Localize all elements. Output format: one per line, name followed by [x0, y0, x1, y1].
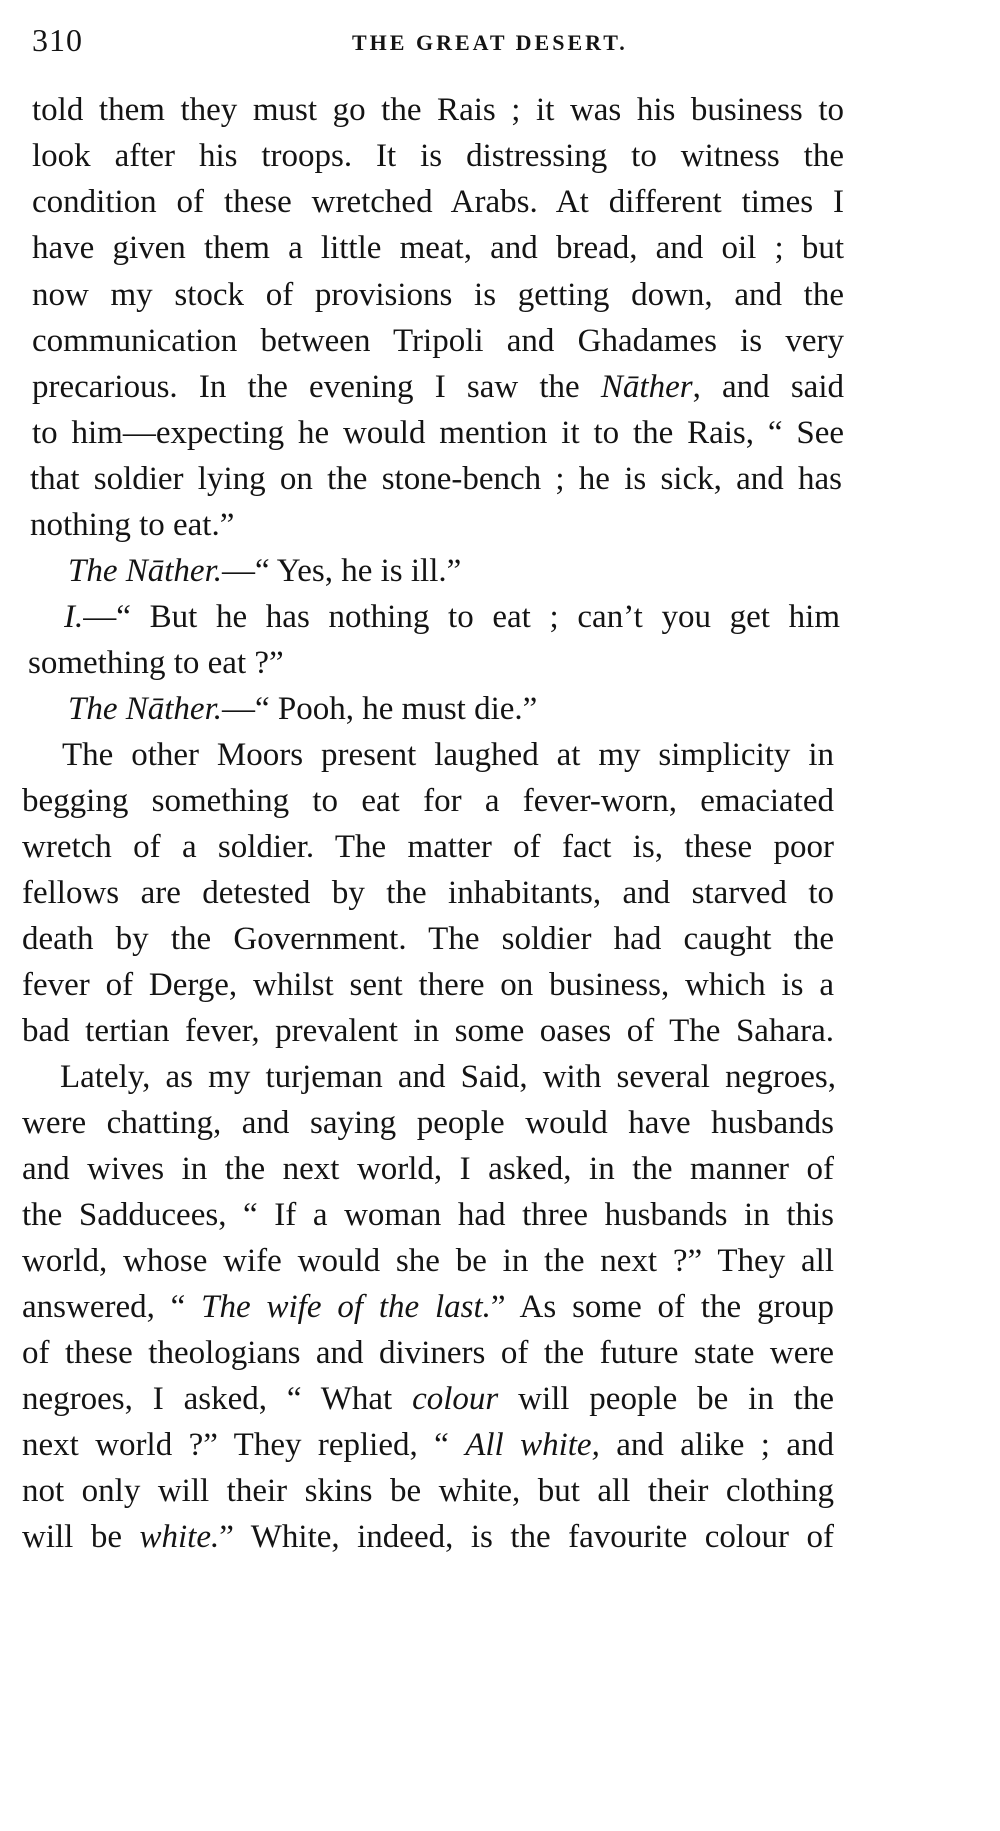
text-line: [22, 1149, 834, 1189]
italic-text: white.: [139, 1519, 220, 1555]
text-line: [22, 827, 834, 867]
text-line: [32, 367, 844, 407]
text-line: [22, 1379, 834, 1419]
text-run: look after his troops. It is distressing to witness the: [32, 138, 844, 174]
text-run: of these theologians and diviners of the future state were: [22, 1335, 834, 1371]
text-run: now my stock of provisions is getting down, and the: [32, 277, 844, 313]
text-line: [28, 643, 448, 683]
text-run: death by the Government. The soldier had caught the: [22, 921, 834, 957]
text-run: not only will their skins be white, but all their clothing: [22, 1473, 834, 1509]
text-run: The other Moors present laughed at my simplicity in: [62, 737, 834, 773]
text-run: —“ But he has nothing to eat ; can’t you get him: [83, 599, 840, 635]
text-run: have given them a little meat, and bread, and oil ; but: [32, 230, 844, 266]
text-line: [22, 1241, 834, 1281]
text-run: communication between Tripoli and Ghadames is very: [32, 323, 844, 359]
text-line: [68, 689, 538, 729]
text-run: begging something to eat for a fever-worn, emaciated: [22, 783, 834, 819]
italic-text: Nāther: [600, 369, 693, 405]
text-run: answered, “: [22, 1289, 202, 1325]
text-run: something to eat ?”: [28, 645, 284, 681]
text-line: [32, 275, 844, 315]
text-line: [32, 228, 844, 268]
text-run: and wives in the next world, I asked, in the manner of: [22, 1151, 834, 1187]
text-line: [22, 965, 834, 1005]
text-run: negroes, I asked, “ What: [22, 1381, 413, 1417]
text-run: to him—expecting he would mention it to the Rais, “ See: [32, 415, 844, 451]
italic-text: All white,: [465, 1427, 600, 1463]
running-head: [32, 22, 992, 72]
text-run: fellows are detested by the inhabitants, and starved to: [22, 875, 834, 911]
text-line: [22, 1195, 834, 1235]
text-line: [22, 1103, 834, 1143]
text-run: that soldier lying on the stone-bench ; he is sick, and has: [30, 461, 842, 497]
text-line: [32, 136, 844, 176]
text-line: [60, 1057, 836, 1097]
text-line: [32, 413, 844, 453]
text-line: [30, 459, 842, 499]
text-run: world, whose wife would she be in the next ?” They all: [22, 1243, 834, 1279]
text-run: the Sadducees, “ If a woman had three husbands in this: [22, 1197, 834, 1233]
text-run: , and said: [692, 369, 844, 405]
text-run: were chatting, and saying people would have husbands: [22, 1105, 834, 1141]
text-line: [22, 919, 834, 959]
italic-text: colour: [412, 1381, 499, 1417]
italic-text: I.: [64, 599, 84, 635]
running-title: THE GREAT DESERT.: [352, 30, 628, 55]
text-line: [32, 90, 844, 130]
text-run: will be: [22, 1519, 140, 1555]
text-run: precarious. In the evening I saw the: [32, 369, 601, 405]
page-number: 310: [32, 22, 83, 58]
text-line: [64, 597, 840, 637]
text-run: wretch of a soldier. The matter of fact is, these poor: [22, 829, 834, 865]
text-line: [32, 182, 844, 222]
text-run: and alike ; and: [599, 1427, 834, 1463]
text-run: nothing to eat.”: [30, 507, 235, 543]
text-run: ” As some of the group: [490, 1289, 834, 1325]
text-line: [30, 505, 260, 545]
text-line: [22, 1517, 834, 1557]
italic-text: The Nāther.: [68, 553, 223, 589]
text-run: bad tertian fever, prevalent in some oases of The Sahara.: [22, 1013, 834, 1049]
text-run: fever of Derge, whilst sent there on business, which is a: [22, 967, 834, 1003]
text-line: [22, 1333, 834, 1373]
italic-text: The Nāther.: [68, 691, 223, 727]
text-run: —“ Yes, he is ill.”: [222, 553, 462, 589]
text-run: next world ?” They replied, “: [22, 1427, 466, 1463]
text-line: [22, 1425, 834, 1465]
text-line: [62, 735, 834, 775]
text-line: [32, 321, 844, 361]
italic-text: The wife of the last.: [201, 1289, 491, 1325]
text-line: [22, 1287, 834, 1327]
text-line: [22, 781, 834, 821]
text-line: [22, 1471, 834, 1511]
text-run: told them they must go the Rais ; it was his business to: [32, 92, 844, 128]
text-line: [22, 873, 834, 913]
text-run: Lately, as my turjeman and Said, with several negroes,: [60, 1059, 836, 1095]
text-run: will people be in the: [498, 1381, 834, 1417]
text-line: [22, 1011, 834, 1051]
text-run: —“ Pooh, he must die.”: [222, 691, 538, 727]
text-run: ” White, indeed, is the favourite colour of: [219, 1519, 834, 1555]
text-run: condition of these wretched Arabs. At different times I: [32, 184, 844, 220]
text-line: [68, 551, 498, 591]
